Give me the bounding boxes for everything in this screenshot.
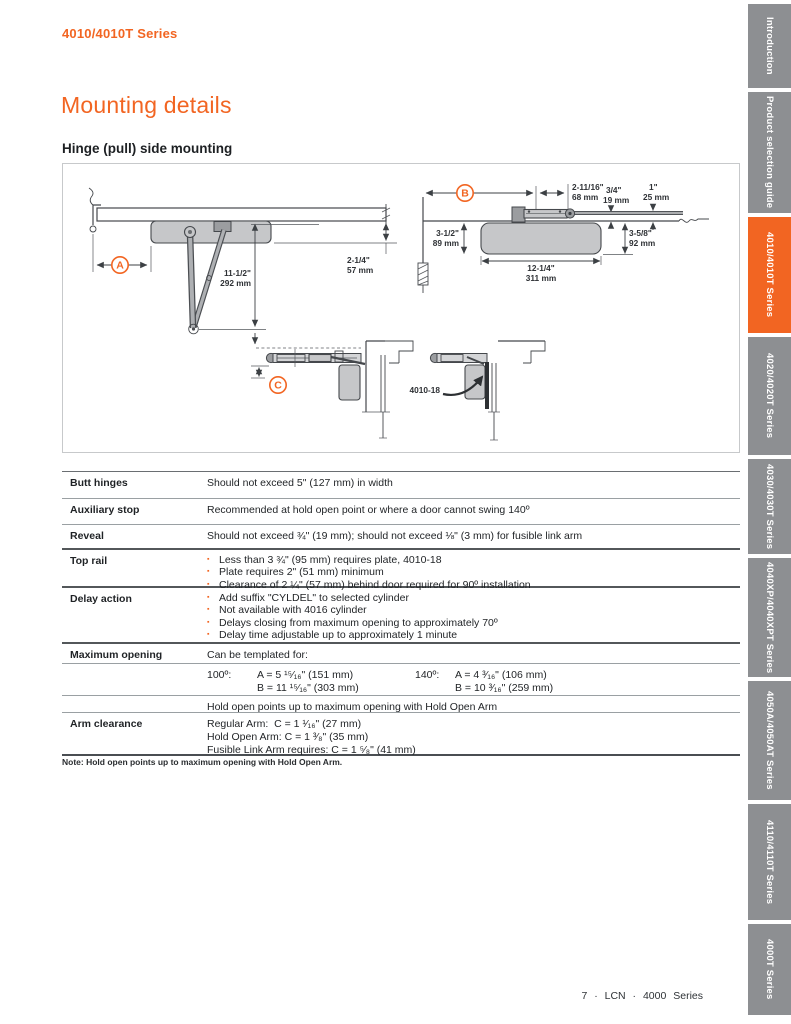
table-row-auxiliary-stop: [62, 498, 740, 524]
bullet-text: Delays closing from maximum opening to approximately 70º: [219, 616, 498, 629]
tab-4110-4110t-series[interactable]: 4110/4110T Series: [748, 804, 791, 920]
opening-140-values: A = 4 ³⁄₁₆" (106 mm) B = 10 ³⁄₁₆" (259 mm): [455, 669, 554, 694]
row-label: Delay action: [70, 593, 132, 605]
footnote: Note: Hold open points up to maximum opening with Hold Open Arm.: [62, 757, 343, 767]
dim-292-mm: 292 mm: [220, 278, 251, 288]
series-header: 4010/4010T Series: [62, 26, 178, 41]
row-label: Maximum opening: [70, 649, 163, 661]
bullet-text: Less than 3 ¾" (95 mm) requires plate, 4010-18: [219, 554, 442, 566]
bullet-text: Delay time adjustable up to approximately 1 minute: [219, 629, 458, 642]
table-row-delay-action: [62, 586, 740, 642]
dim-89-in: 3-1/2": [436, 228, 459, 238]
bullet-text: Plate requires 2" (51 mm) minimum: [219, 566, 384, 579]
bullet-icon: ▪: [207, 631, 210, 639]
dim-25-in: 1": [649, 182, 658, 192]
bullet-icon: ▪: [207, 556, 210, 563]
dim-68-in: 2-11/16": [572, 182, 604, 192]
table-row-maximum-opening: [62, 642, 740, 663]
row-value: Recommended at hold open point or where a door cannot swing 140º: [207, 504, 530, 516]
dim-19-in: 3/4": [606, 185, 622, 195]
row-label: Top rail: [70, 555, 108, 567]
front-elevation-view: [89, 188, 397, 344]
dim-311-in: 12-1/4": [527, 263, 555, 273]
row-value: Should not exceed ¾" (19 mm); should not exceed ⅛" (3 mm) for fusible link arm: [207, 530, 583, 542]
tab-introduction[interactable]: Introduction: [748, 4, 791, 88]
row-value: Should not exceed 5" (127 mm) in width: [207, 477, 393, 489]
plate-4010-18: [485, 362, 489, 409]
row-value: [207, 588, 740, 642]
opening-100-values: A = 5 ¹⁵⁄₁₆" (151 mm) B = 11 ¹⁵⁄₁₆" (303 mm): [257, 669, 359, 694]
row-value: Regular Arm: C = 1 ¹⁄₁₆" (27 mm) Hold Open Arm: C = 1 ³⁄₈" (35 mm) Fusible Link Arm requires: C = 1 ⁵⁄₈" (41 mm): [207, 718, 416, 756]
tab-4030-4030t-series[interactable]: 4030/4030T Series: [748, 459, 791, 554]
section-tab-sidebar: [748, 0, 791, 1024]
dim-292-in: 11-1/2": [223, 268, 251, 278]
dim-57-mm: 57 mm: [347, 265, 374, 275]
page-title: Mounting details: [61, 92, 232, 118]
table-row-top-rail: [62, 548, 740, 591]
part-label-4010-18: 4010-18: [409, 385, 440, 395]
bullet-icon: ▪: [207, 618, 210, 626]
dim-89-mm: 89 mm: [432, 238, 459, 248]
table-row-hold-open: [62, 695, 740, 712]
page-footer: 7 · LCN · 4000 Series: [581, 990, 703, 1002]
dim-92-mm: 92 mm: [629, 238, 656, 248]
tab-product-selection-guide[interactable]: Product selection guide: [748, 92, 791, 213]
bullet-icon: ▪: [207, 594, 210, 601]
opening-140-deg: 140º:: [415, 669, 440, 681]
section-subtitle: Hinge (pull) side mounting: [62, 141, 233, 156]
dim-311-mm: 311 mm: [525, 273, 557, 283]
row-value: [207, 550, 740, 591]
row-value: Hold open points up to maximum opening with Hold Open Arm: [207, 701, 498, 713]
callout-a: A: [116, 259, 124, 272]
callout-c: C: [274, 379, 282, 392]
row-label: Reveal: [70, 530, 104, 542]
top-plan-view: [418, 182, 709, 293]
bullet-text: Clearance of 2 ¼" (57 mm) behind door required for 90º installation: [219, 578, 531, 591]
callout-b: B: [461, 187, 469, 200]
table-row-butt-hinges: [62, 472, 740, 498]
bullet-text: Not available with 4016 cylinder: [219, 604, 367, 617]
row-label: Butt hinges: [70, 477, 128, 489]
mounting-diagram: [62, 163, 740, 453]
dim-25-mm: 25 mm: [643, 192, 670, 202]
mounting-diagram-svg: [63, 164, 739, 452]
table-row-arm-clearance: [62, 712, 740, 754]
tab-4020-4020t-series[interactable]: 4020/4020T Series: [748, 337, 791, 455]
dim-92-in: 3-5/8": [629, 228, 652, 238]
bullet-icon: ▪: [207, 606, 210, 614]
dim-57-in: 2-1/4": [347, 255, 370, 265]
row-value: Can be templated for:: [207, 649, 308, 661]
bullet-icon: ▪: [207, 568, 210, 576]
tab-4050a-4050at-series[interactable]: 4050A/4050AT Series: [748, 681, 791, 800]
row-label: Arm clearance: [70, 718, 143, 730]
bottom-plan-view-plate: [410, 341, 545, 440]
tab-4000t-series[interactable]: 4000T Series: [748, 924, 791, 1015]
mounting-spec-table: [62, 471, 740, 756]
dim-68-mm: 68 mm: [572, 192, 599, 202]
tab-4010-4010t-series[interactable]: 4010/4010T Series: [748, 217, 791, 333]
opening-100-deg: 100º:: [207, 669, 232, 681]
row-label: Auxiliary stop: [70, 504, 140, 516]
table-row-opening-options: [62, 663, 740, 695]
dim-19-mm: 19 mm: [603, 195, 630, 205]
tab-4040xp-4040xpt-series[interactable]: 4040XP/4040XPT Series: [748, 558, 791, 677]
bottom-plan-view-standard: [251, 341, 413, 438]
bullet-text: Add suffix "CYLDEL" to selected cylinder: [219, 592, 409, 604]
table-row-reveal: [62, 524, 740, 548]
bullet-icon: ▪: [207, 580, 210, 588]
